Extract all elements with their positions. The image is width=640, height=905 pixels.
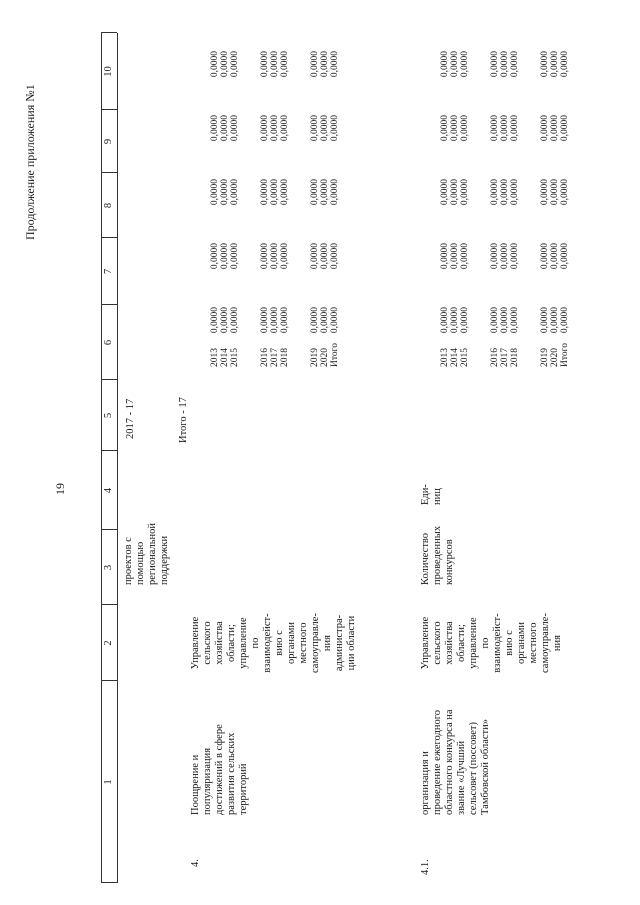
col-number-6: 6	[103, 339, 114, 346]
col-number-7: 7	[103, 268, 114, 275]
col-number-5: 5	[103, 412, 114, 419]
carryover-indicator-text: проектов с помощью региональной поддержки	[123, 523, 170, 585]
col7-values: 0,0000 0,0000 0,0000 0,0000 0,0000 0,0000 0,0000 0,0000 0,0000	[210, 243, 340, 270]
col-number-8: 8	[103, 202, 114, 209]
continuation-caption: Продолжение приложения №1	[23, 84, 37, 240]
carryover-period: 2017 - 17	[125, 398, 136, 439]
col10-values: 0,0000 0,0000 0,0000 0,0000 0,0000 0,0000 0,0000 0,0000 0,0000	[210, 51, 340, 78]
col-number-4: 4	[103, 487, 114, 494]
executor: Управление сельского хозяйства области; управление по взаимодейст- вию с органами местного самоуправле- ния администра- ции области	[190, 613, 357, 673]
executor: Управление сельского хозяйства области; управление по взаимодейст- вию с органами местного самоуправле- ния	[420, 613, 563, 673]
col-number-9: 9	[103, 138, 114, 145]
col6-values: 0,0000 0,0000 0,0000 0,0000 0,0000 0,0000 0,0000 0,0000 0,0000	[210, 307, 340, 334]
col9-values: 0,0000 0,0000 0,0000 0,0000 0,0000 0,0000 0,0000 0,0000 0,0000	[210, 115, 340, 142]
col10-values: 0,0000 0,0000 0,0000 0,0000 0,0000 0,0000 0,0000 0,0000 0,0000	[440, 51, 570, 78]
activity-name: организация и проведение ежегодного областного конкурса на звание «Лучший сельсовет (поссовет) Тамбовской области»	[420, 709, 491, 815]
row-number: 4.1.	[420, 859, 431, 875]
activity-name: Поощрение и популяризация достижений в сфере развития сельских территорий	[190, 724, 249, 815]
row-number: 4.	[190, 859, 201, 867]
indicator: Количество проведенных конкурсов	[420, 525, 455, 585]
col9-values: 0,0000 0,0000 0,0000 0,0000 0,0000 0,0000 0,0000 0,0000 0,0000	[440, 115, 570, 142]
col-number-10: 10	[103, 66, 114, 77]
col6-values: 0,0000 0,0000 0,0000 0,0000 0,0000 0,0000 0,0000 0,0000 0,0000	[440, 307, 570, 334]
col-number-2: 2	[103, 640, 114, 646]
col8-values: 0,0000 0,0000 0,0000 0,0000 0,0000 0,0000 0,0000 0,0000 0,0000	[440, 179, 570, 206]
col7-values: 0,0000 0,0000 0,0000 0,0000 0,0000 0,0000 0,0000 0,0000 0,0000	[440, 243, 570, 270]
years-column: 2013 2014 2015 2016 2017 2018 2019 2020 Итого	[440, 342, 570, 367]
years-column: 2013 2014 2015 2016 2017 2018 2019 2020 Итого	[210, 342, 340, 367]
col-number-3: 3	[103, 564, 114, 571]
carryover-total: Итого - 17	[178, 397, 189, 443]
unit: Еди- ниц	[420, 484, 443, 505]
page-number: 19	[53, 483, 67, 495]
col8-values: 0,0000 0,0000 0,0000 0,0000 0,0000 0,0000 0,0000 0,0000 0,0000	[210, 179, 340, 206]
col-number-1: 1	[103, 779, 114, 785]
